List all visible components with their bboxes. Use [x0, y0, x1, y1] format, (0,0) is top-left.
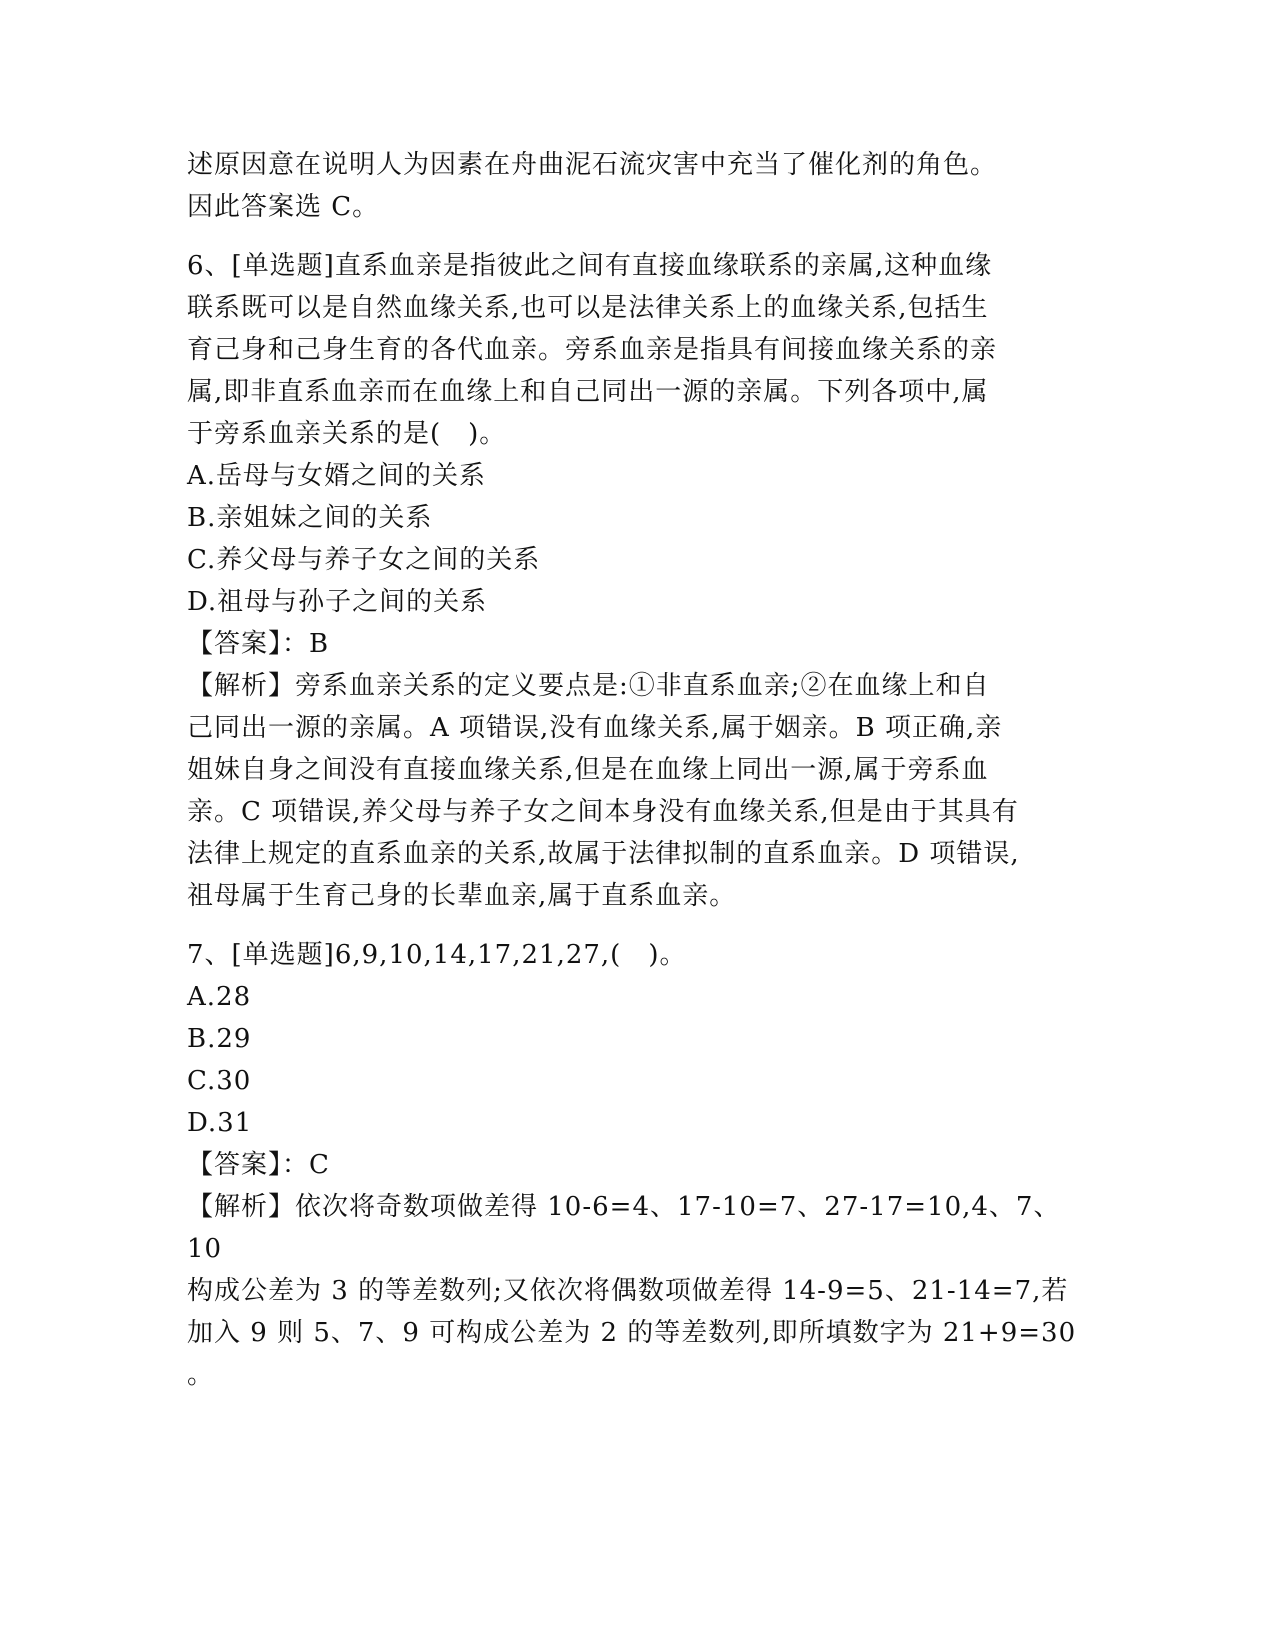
question-7-analysis: [187, 1186, 1087, 1396]
analysis-line: 法律上规定的直系血亲的关系,故属于法律拟制的直系血亲。D 项错误,: [187, 839, 1020, 869]
question-6: [187, 245, 1087, 917]
option-a: A.28: [187, 982, 252, 1012]
intro-paragraph: [187, 144, 1087, 228]
question-stem-line: 联系既可以是自然血缘关系,也可以是法律关系上的血缘关系,包括生: [187, 293, 989, 323]
option-d: D.祖母与孙子之间的关系: [187, 587, 488, 617]
analysis-line: 【解析】依次将奇数项做差得 10-6=4、17-10=7、27-17=10,4、7、10: [187, 1192, 1061, 1264]
question-stem-line: 7、[单选题]6,9,10,14,17,21,27,( )。: [187, 940, 687, 970]
option-a: A.岳母与女婿之间的关系: [187, 461, 487, 491]
analysis-line: 祖母属于生育己身的长辈血亲,属于直系血亲。: [187, 881, 737, 911]
question-7-stem: [187, 934, 1087, 976]
option-b: B.29: [187, 1024, 252, 1054]
question-6-analysis: [187, 665, 1087, 917]
option-c: C.养父母与养子女之间的关系: [187, 545, 541, 575]
intro-line: 因此答案选 C。: [187, 192, 380, 222]
question-7-options: [187, 976, 1087, 1144]
analysis-line: 姐妹自身之间没有直接血缘关系,但是在血缘上同出一源,属于旁系血: [187, 755, 989, 785]
analysis-line: 。: [187, 1360, 215, 1390]
question-7: [187, 934, 1087, 1396]
option-d: D.31: [187, 1108, 253, 1138]
question-stem-line: 育己身和己身生育的各代血亲。旁系血亲是指具有间接血缘关系的亲: [187, 335, 998, 365]
analysis-line: 构成公差为 3 的等差数列;又依次将偶数项做差得 14-9=5、21-14=7,若: [187, 1276, 1069, 1306]
question-stem-line: 6、[单选题]直系血亲是指彼此之间有直接血缘联系的亲属,这种血缘: [187, 251, 993, 281]
analysis-line: 【解析】旁系血亲关系的定义要点是:①非直系血亲;②在血缘上和自: [187, 671, 990, 701]
question-6-stem: [187, 245, 1087, 455]
document-content: [187, 144, 1087, 1396]
question-stem-line: 属,即非直系血亲而在血缘上和自己同出一源的亲属。下列各项中,属: [187, 377, 989, 407]
intro-line: 述原因意在说明人为因素在舟曲泥石流灾害中充当了催化剂的角色。: [187, 150, 998, 180]
analysis-line: 亲。C 项错误,养父母与养子女之间本身没有血缘关系,但是由于其具有: [187, 797, 1019, 827]
analysis-line: 己同出一源的亲属。A 项错误,没有血缘关系,属于姻亲。B 项正确,亲: [187, 713, 1003, 743]
option-c: C.30: [187, 1066, 252, 1096]
analysis-line: 加入 9 则 5、7、9 可构成公差为 2 的等差数列,即所填数字为 21+9=30: [187, 1318, 1077, 1348]
question-stem-line: 于旁系血亲关系的是( )。: [187, 419, 507, 449]
option-b: B.亲姐妹之间的关系: [187, 503, 433, 533]
question-7-answer: 【答案】：C: [187, 1150, 330, 1180]
question-6-answer: 【答案】：B: [187, 629, 330, 659]
question-6-options: [187, 455, 1087, 623]
